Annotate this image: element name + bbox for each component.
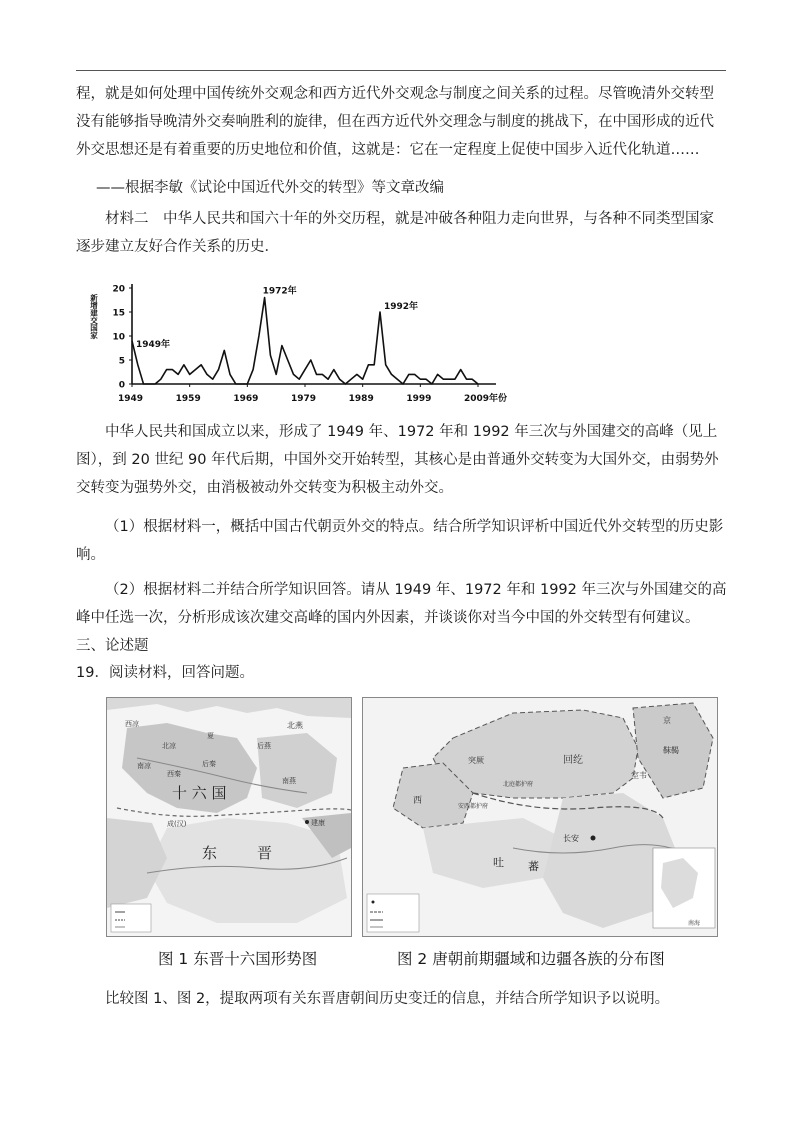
- map-tang-drawing: [363, 698, 717, 936]
- y-tick-label: 20: [112, 284, 125, 295]
- final-question: 比较图 1、图 2，提取两项有关东晋唐朝间历史变迁的信息，并结合所学知识予以说明。: [105, 991, 670, 1007]
- label-beiting: 北庭都护府: [503, 781, 534, 788]
- label-mohe: 靺鞨: [663, 746, 679, 755]
- chart-labels: [89, 285, 507, 405]
- label-jing: 京: [663, 716, 671, 725]
- label-huihe: 回纥: [563, 755, 583, 766]
- x-tick-label: 1999: [406, 394, 432, 404]
- map-eastern-jin-drawing: [107, 698, 351, 936]
- figure-1-caption: 图 1 东晋十六国形势图: [158, 950, 318, 968]
- chart-marks: [132, 298, 478, 384]
- chart-axes: [129, 284, 496, 387]
- label-houqin: 后秦: [202, 760, 216, 768]
- x-tick-label: 1989: [348, 394, 374, 404]
- label-beiyan: 北燕: [287, 721, 303, 730]
- section-heading: 三、论述题: [76, 638, 149, 654]
- y-axis-label: 新增建交国家: [89, 294, 99, 339]
- peak-annotation: 1949年: [136, 339, 171, 350]
- figure-2-caption: 图 2 唐朝前期疆域和边疆各族的分布图: [397, 950, 665, 968]
- label-sixteen-kingdoms: 十 六 国: [172, 784, 227, 802]
- paragraph-material1-end: 程，就是如何处理中国传统外交观念和西方近代外交观念与制度之间关系的过程。尽管晚清外交转型没有能够指导晚清外交奏响胜利的旋律，但在西方近代外交理念与制度的挑战下，在中国形成的近代外交思想还是有着重要的历史地位和价值，这就是：它在一定程度上促使中国步入近代化轨道……: [76, 86, 714, 158]
- x-tick-label: 1969: [233, 394, 259, 404]
- label-tu: 吐: [493, 856, 504, 869]
- label-houyan: 后燕: [257, 742, 271, 750]
- y-tick-label: 15: [112, 308, 125, 319]
- label-shiwei: 室韦: [631, 771, 647, 780]
- label-nanhai: 南海: [688, 920, 701, 927]
- label-jin: 晋: [257, 844, 273, 862]
- question-1: （1）根据材料一，概括中国古代朝贡外交的特点。结合所学知识评析中国近代外交转型的历史影响。: [76, 519, 724, 563]
- diplomacy-chart: [86, 280, 516, 406]
- question-19: 19．阅读材料，回答问题。: [76, 665, 254, 681]
- x-tick-label: 2009年份: [464, 394, 508, 404]
- label-changan: 长安: [563, 834, 579, 843]
- label-xiqin: 西秦: [167, 770, 181, 778]
- x-tick-label: 1959: [175, 394, 201, 404]
- label-bo: 蕃: [528, 860, 539, 873]
- label-xia: 夏: [207, 732, 214, 740]
- label-anxi: 安西都护府: [458, 803, 489, 810]
- label-nanyan: 南燕: [282, 777, 296, 785]
- y-tick-label: 0: [118, 380, 125, 391]
- paragraph-peaks: 中华人民共和国成立以来，形成了 1949 年、1972 年和 1992 年三次与外国建交的高峰（见上图），到 20 世纪 90 年代后期，中国外交开始转型，其核心是由普通外交转变为大国外交，由弱势外交转变为强势外交，由消极被动外交转变为积极主动外交。: [76, 424, 719, 496]
- map-tang-dynasty: [362, 697, 718, 937]
- label-cheng-han: 成(汉): [167, 820, 187, 828]
- label-tujue: 突厥: [468, 756, 484, 765]
- label-jiankang: 建康: [311, 819, 325, 827]
- x-tick-label: 1979: [291, 394, 317, 404]
- x-tick-label: 1949: [118, 394, 144, 404]
- y-tick-label: 10: [112, 332, 125, 343]
- label-beiliang: 北凉: [162, 742, 176, 750]
- label-xiliang: 西凉: [125, 720, 139, 728]
- series-line: [132, 298, 478, 384]
- header-rule: [76, 70, 726, 71]
- paragraph-material2: 材料二 中华人民共和国六十年的外交历程，就是冲破各种阻力走向世界，与各种不同类型国家逐步建立友好合作关系的历史．: [76, 211, 714, 255]
- map-eastern-jin: [106, 697, 352, 937]
- label-dong: 东: [202, 844, 218, 862]
- question-2: （2）根据材料二并结合所学知识回答。请从 1949 年、1972 年和 1992 年三次与外国建交的高峰中任选一次，分析形成该次建交高峰的国内外因素，并谈谈你对当今中国的外交转型有何建议。: [76, 582, 727, 626]
- y-tick-label: 5: [118, 356, 125, 367]
- peak-annotation: 1972年: [262, 286, 297, 297]
- label-nanliang: 南凉: [137, 762, 151, 770]
- peak-annotation: 1992年: [383, 302, 419, 312]
- source-citation: ——根据李敏《试论中国近代外交的转型》等文章改编: [96, 180, 444, 196]
- label-xi: 西: [413, 796, 423, 806]
